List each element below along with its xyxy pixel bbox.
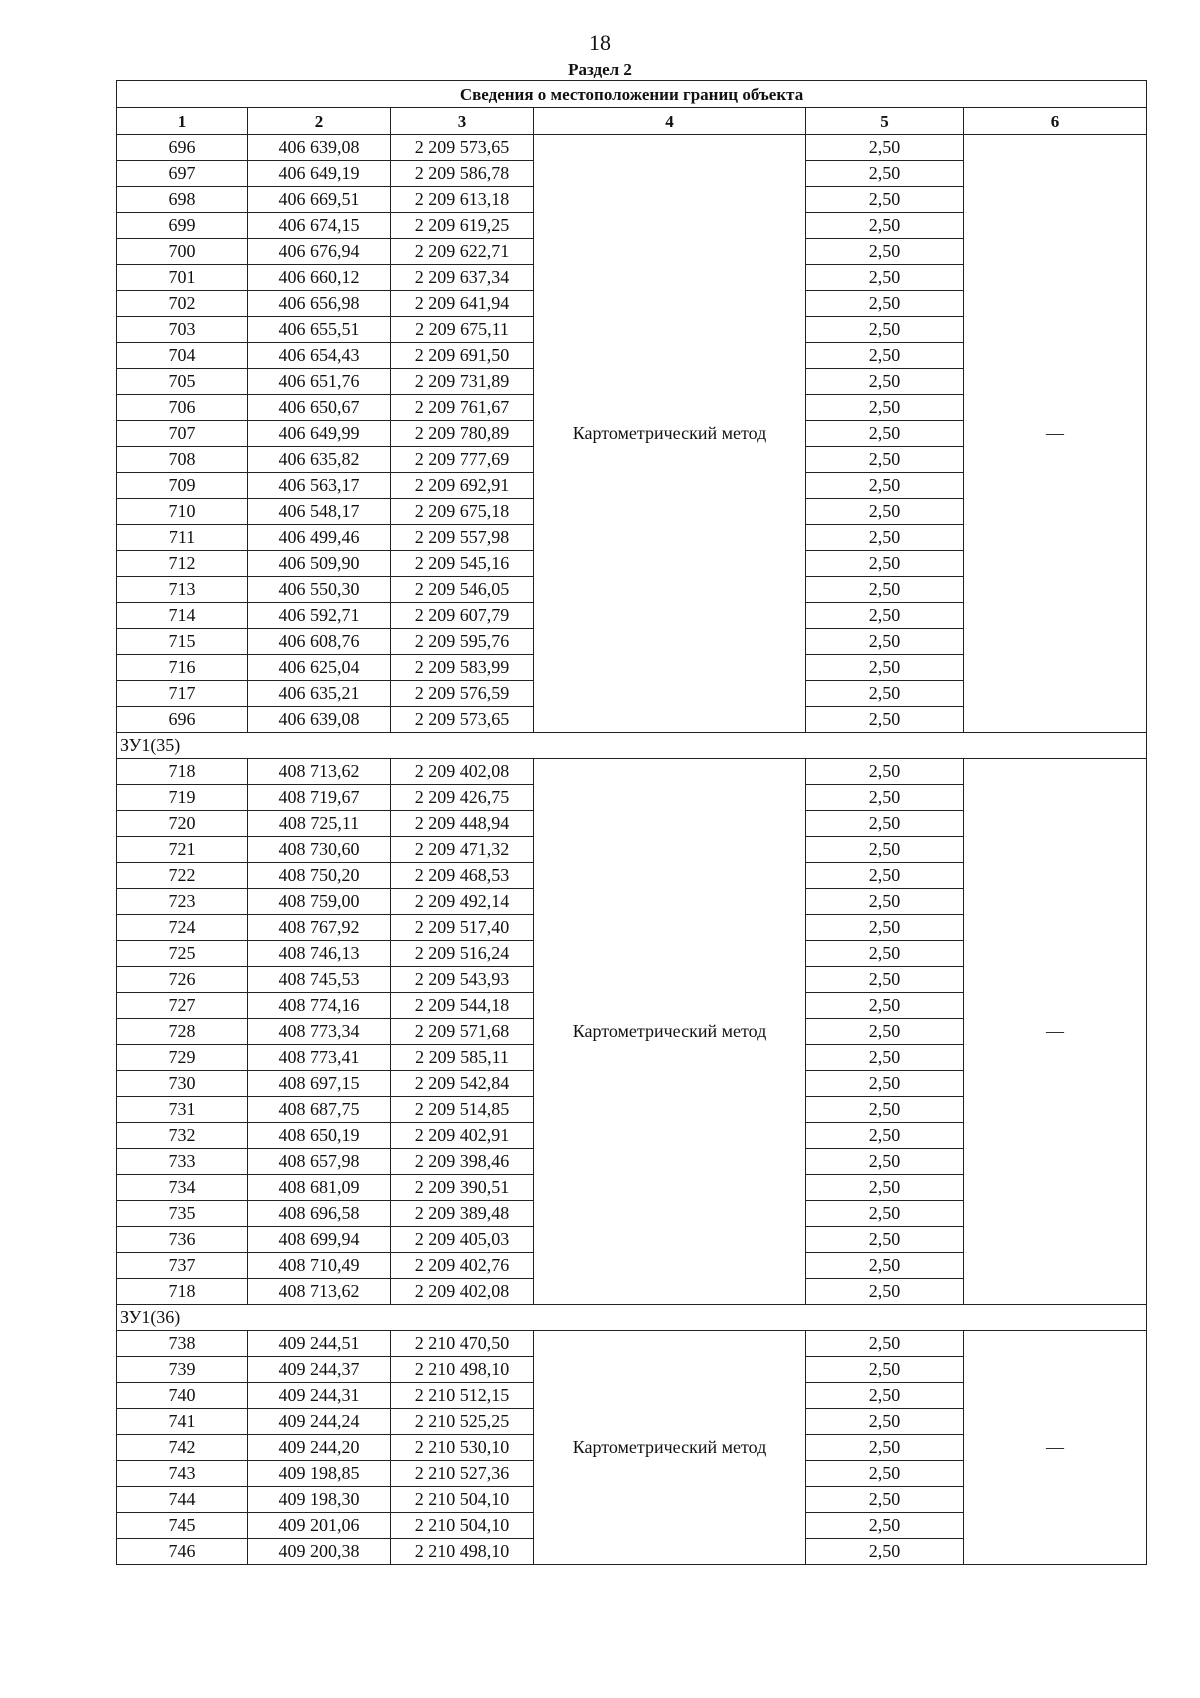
accuracy-value: 2,50: [806, 1045, 964, 1071]
coord-y: 2 209 573,65: [391, 135, 534, 161]
point-number: 727: [117, 993, 248, 1019]
coord-x: 408 697,15: [248, 1071, 391, 1097]
coord-x: 408 745,53: [248, 967, 391, 993]
coord-y: 2 210 504,10: [391, 1513, 534, 1539]
accuracy-value: 2,50: [806, 889, 964, 915]
coord-x: 408 713,62: [248, 1279, 391, 1305]
coord-y: 2 209 583,99: [391, 655, 534, 681]
point-number: 725: [117, 941, 248, 967]
coord-x: 406 592,71: [248, 603, 391, 629]
coord-x: 408 681,09: [248, 1175, 391, 1201]
point-number: 721: [117, 837, 248, 863]
point-number: 719: [117, 785, 248, 811]
plot-label-row: [117, 733, 1147, 759]
coord-x: 406 649,99: [248, 421, 391, 447]
coord-x: 408 759,00: [248, 889, 391, 915]
coord-y: 2 209 545,16: [391, 551, 534, 577]
accuracy-value: 2,50: [806, 499, 964, 525]
column-header: 4: [534, 108, 806, 135]
accuracy-value: 2,50: [806, 551, 964, 577]
coord-x: 408 746,13: [248, 941, 391, 967]
accuracy-value: 2,50: [806, 395, 964, 421]
accuracy-value: 2,50: [806, 993, 964, 1019]
coord-y: 2 209 398,46: [391, 1149, 534, 1175]
coord-y: 2 209 691,50: [391, 343, 534, 369]
point-number: 715: [117, 629, 248, 655]
method-cell: Картометрический метод: [534, 1331, 806, 1565]
coord-x: 408 773,34: [248, 1019, 391, 1045]
accuracy-value: 2,50: [806, 369, 964, 395]
point-number: 745: [117, 1513, 248, 1539]
coord-x: 409 244,37: [248, 1357, 391, 1383]
coord-x: 409 244,20: [248, 1435, 391, 1461]
coord-y: 2 209 402,91: [391, 1123, 534, 1149]
coord-y: 2 209 542,84: [391, 1071, 534, 1097]
accuracy-value: 2,50: [806, 1071, 964, 1097]
table-body: [117, 81, 1147, 1565]
coord-x: 408 773,41: [248, 1045, 391, 1071]
coord-y: 2 209 390,51: [391, 1175, 534, 1201]
coord-x: 408 710,49: [248, 1253, 391, 1279]
point-number: 723: [117, 889, 248, 915]
point-number: 712: [117, 551, 248, 577]
coord-y: 2 209 426,75: [391, 785, 534, 811]
accuracy-value: 2,50: [806, 681, 964, 707]
coord-x: 406 499,46: [248, 525, 391, 551]
table-row: [117, 1331, 1147, 1357]
coord-y: 2 210 527,36: [391, 1461, 534, 1487]
method-cell: Картометрический метод: [534, 759, 806, 1305]
coord-x: 406 509,90: [248, 551, 391, 577]
point-number: 697: [117, 161, 248, 187]
accuracy-value: 2,50: [806, 239, 964, 265]
table-row: [117, 135, 1147, 161]
column-header: 2: [248, 108, 391, 135]
coord-x: 406 660,12: [248, 265, 391, 291]
coord-x: 408 713,62: [248, 759, 391, 785]
coord-y: 2 210 470,50: [391, 1331, 534, 1357]
accuracy-value: 2,50: [806, 317, 964, 343]
accuracy-value: 2,50: [806, 1435, 964, 1461]
column-header: 1: [117, 108, 248, 135]
column-header: 3: [391, 108, 534, 135]
column-header: 6: [964, 108, 1147, 135]
coord-x: 409 201,06: [248, 1513, 391, 1539]
point-number: 740: [117, 1383, 248, 1409]
coord-x: 408 774,16: [248, 993, 391, 1019]
point-number: 700: [117, 239, 248, 265]
coord-y: 2 209 405,03: [391, 1227, 534, 1253]
accuracy-value: 2,50: [806, 629, 964, 655]
coord-y: 2 209 622,71: [391, 239, 534, 265]
accuracy-value: 2,50: [806, 187, 964, 213]
point-number: 714: [117, 603, 248, 629]
accuracy-value: 2,50: [806, 1279, 964, 1305]
accuracy-value: 2,50: [806, 785, 964, 811]
accuracy-value: 2,50: [806, 1175, 964, 1201]
accuracy-value: 2,50: [806, 759, 964, 785]
coord-x: 406 655,51: [248, 317, 391, 343]
coord-y: 2 209 585,11: [391, 1045, 534, 1071]
coord-y: 2 209 780,89: [391, 421, 534, 447]
coord-y: 2 209 492,14: [391, 889, 534, 915]
accuracy-value: 2,50: [806, 343, 964, 369]
coord-x: 406 608,76: [248, 629, 391, 655]
point-number: 736: [117, 1227, 248, 1253]
accuracy-value: 2,50: [806, 1123, 964, 1149]
coord-x: 406 639,08: [248, 135, 391, 161]
accuracy-value: 2,50: [806, 525, 964, 551]
extra-info-cell: —: [964, 1331, 1147, 1565]
section-title: Раздел 2: [568, 60, 632, 79]
coord-y: 2 209 586,78: [391, 161, 534, 187]
accuracy-value: 2,50: [806, 447, 964, 473]
plot-label-row: [117, 1305, 1147, 1331]
accuracy-value: 2,50: [806, 837, 964, 863]
point-number: 722: [117, 863, 248, 889]
coord-y: 2 209 731,89: [391, 369, 534, 395]
point-number: 742: [117, 1435, 248, 1461]
coord-y: 2 209 468,53: [391, 863, 534, 889]
coord-x: 406 639,08: [248, 707, 391, 733]
point-number: 735: [117, 1201, 248, 1227]
coord-x: 408 767,92: [248, 915, 391, 941]
accuracy-value: 2,50: [806, 811, 964, 837]
accuracy-value: 2,50: [806, 265, 964, 291]
accuracy-value: 2,50: [806, 1409, 964, 1435]
coord-x: 408 657,98: [248, 1149, 391, 1175]
accuracy-value: 2,50: [806, 1253, 964, 1279]
accuracy-value: 2,50: [806, 473, 964, 499]
accuracy-value: 2,50: [806, 915, 964, 941]
accuracy-value: 2,50: [806, 1149, 964, 1175]
point-number: 716: [117, 655, 248, 681]
coord-y: 2 210 498,10: [391, 1539, 534, 1565]
coord-x: 408 719,67: [248, 785, 391, 811]
point-number: 741: [117, 1409, 248, 1435]
point-number: 702: [117, 291, 248, 317]
point-number: 746: [117, 1539, 248, 1565]
method-cell: Картометрический метод: [534, 135, 806, 733]
accuracy-value: 2,50: [806, 1097, 964, 1123]
point-number: 730: [117, 1071, 248, 1097]
point-number: 707: [117, 421, 248, 447]
point-number: 703: [117, 317, 248, 343]
coord-x: 408 725,11: [248, 811, 391, 837]
accuracy-value: 2,50: [806, 863, 964, 889]
coord-x: 406 674,15: [248, 213, 391, 239]
column-header-row: [117, 108, 1147, 135]
coord-y: 2 209 777,69: [391, 447, 534, 473]
page-number: 18: [589, 30, 611, 55]
coord-x: 408 730,60: [248, 837, 391, 863]
accuracy-value: 2,50: [806, 291, 964, 317]
point-number: 726: [117, 967, 248, 993]
coord-y: 2 209 517,40: [391, 915, 534, 941]
coord-y: 2 209 761,67: [391, 395, 534, 421]
plot-label: ЗУ1(35): [117, 733, 1147, 759]
coord-x: 409 244,31: [248, 1383, 391, 1409]
coord-x: 406 676,94: [248, 239, 391, 265]
point-number: 705: [117, 369, 248, 395]
point-number: 704: [117, 343, 248, 369]
coord-y: 2 209 516,24: [391, 941, 534, 967]
point-number: 744: [117, 1487, 248, 1513]
column-header: 5: [806, 108, 964, 135]
point-number: 731: [117, 1097, 248, 1123]
coord-y: 2 209 607,79: [391, 603, 534, 629]
coord-x: 409 244,51: [248, 1331, 391, 1357]
accuracy-value: 2,50: [806, 161, 964, 187]
coord-x: 406 548,17: [248, 499, 391, 525]
coord-x: 406 656,98: [248, 291, 391, 317]
point-number: 710: [117, 499, 248, 525]
coord-y: 2 209 637,34: [391, 265, 534, 291]
table-title-row: [117, 81, 1147, 108]
coord-x: 406 550,30: [248, 577, 391, 603]
coord-y: 2 209 557,98: [391, 525, 534, 551]
point-number: 718: [117, 1279, 248, 1305]
coord-y: 2 209 402,08: [391, 1279, 534, 1305]
accuracy-value: 2,50: [806, 1331, 964, 1357]
extra-info-cell: —: [964, 759, 1147, 1305]
point-number: 732: [117, 1123, 248, 1149]
coord-y: 2 209 543,93: [391, 967, 534, 993]
coord-y: 2 210 530,10: [391, 1435, 534, 1461]
point-number: 738: [117, 1331, 248, 1357]
coord-y: 2 210 525,25: [391, 1409, 534, 1435]
point-number: 717: [117, 681, 248, 707]
coord-x: 406 669,51: [248, 187, 391, 213]
point-number: 739: [117, 1357, 248, 1383]
coord-x: 409 198,85: [248, 1461, 391, 1487]
coord-y: 2 209 595,76: [391, 629, 534, 655]
accuracy-value: 2,50: [806, 1383, 964, 1409]
accuracy-value: 2,50: [806, 941, 964, 967]
accuracy-value: 2,50: [806, 1227, 964, 1253]
coord-y: 2 209 448,94: [391, 811, 534, 837]
accuracy-value: 2,50: [806, 1357, 964, 1383]
point-number: 698: [117, 187, 248, 213]
point-number: 713: [117, 577, 248, 603]
coord-x: 408 687,75: [248, 1097, 391, 1123]
point-number: 711: [117, 525, 248, 551]
coord-x: 408 699,94: [248, 1227, 391, 1253]
coord-x: 406 625,04: [248, 655, 391, 681]
accuracy-value: 2,50: [806, 577, 964, 603]
accuracy-value: 2,50: [806, 1201, 964, 1227]
point-number: 737: [117, 1253, 248, 1279]
coord-x: 406 563,17: [248, 473, 391, 499]
coord-x: 406 651,76: [248, 369, 391, 395]
point-number: 708: [117, 447, 248, 473]
accuracy-value: 2,50: [806, 421, 964, 447]
coord-y: 2 209 544,18: [391, 993, 534, 1019]
accuracy-value: 2,50: [806, 1461, 964, 1487]
point-number: 720: [117, 811, 248, 837]
coord-x: 406 654,43: [248, 343, 391, 369]
point-number: 729: [117, 1045, 248, 1071]
coord-y: 2 209 619,25: [391, 213, 534, 239]
coord-y: 2 209 573,65: [391, 707, 534, 733]
accuracy-value: 2,50: [806, 1019, 964, 1045]
plot-label: ЗУ1(36): [117, 1305, 1147, 1331]
coord-y: 2 209 571,68: [391, 1019, 534, 1045]
coord-x: 408 750,20: [248, 863, 391, 889]
coord-x: 406 635,82: [248, 447, 391, 473]
accuracy-value: 2,50: [806, 655, 964, 681]
accuracy-value: 2,50: [806, 967, 964, 993]
coord-y: 2 209 546,05: [391, 577, 534, 603]
point-number: 718: [117, 759, 248, 785]
coord-y: 2 209 692,91: [391, 473, 534, 499]
accuracy-value: 2,50: [806, 135, 964, 161]
point-number: 706: [117, 395, 248, 421]
point-number: 734: [117, 1175, 248, 1201]
point-number: 701: [117, 265, 248, 291]
point-number: 696: [117, 135, 248, 161]
coord-y: 2 209 576,59: [391, 681, 534, 707]
coord-y: 2 209 675,11: [391, 317, 534, 343]
coord-y: 2 210 504,10: [391, 1487, 534, 1513]
accuracy-value: 2,50: [806, 1487, 964, 1513]
coord-y: 2 209 402,08: [391, 759, 534, 785]
accuracy-value: 2,50: [806, 603, 964, 629]
coord-x: 409 198,30: [248, 1487, 391, 1513]
accuracy-value: 2,50: [806, 1539, 964, 1565]
table-title: Сведения о местоположении границ объекта: [117, 81, 1147, 108]
coord-y: 2 209 675,18: [391, 499, 534, 525]
table-row: [117, 759, 1147, 785]
coord-y: 2 209 402,76: [391, 1253, 534, 1279]
accuracy-value: 2,50: [806, 1513, 964, 1539]
coord-x: 406 635,21: [248, 681, 391, 707]
coord-y: 2 209 514,85: [391, 1097, 534, 1123]
coord-x: 406 650,67: [248, 395, 391, 421]
coord-x: 409 244,24: [248, 1409, 391, 1435]
accuracy-value: 2,50: [806, 707, 964, 733]
point-number: 728: [117, 1019, 248, 1045]
coord-x: 406 649,19: [248, 161, 391, 187]
extra-info-cell: —: [964, 135, 1147, 733]
accuracy-value: 2,50: [806, 213, 964, 239]
point-number: 709: [117, 473, 248, 499]
coord-y: 2 210 498,10: [391, 1357, 534, 1383]
point-number: 699: [117, 213, 248, 239]
coord-x: 408 650,19: [248, 1123, 391, 1149]
coord-x: 408 696,58: [248, 1201, 391, 1227]
coord-y: 2 209 641,94: [391, 291, 534, 317]
coord-x: 409 200,38: [248, 1539, 391, 1565]
point-number: 724: [117, 915, 248, 941]
coord-y: 2 210 512,15: [391, 1383, 534, 1409]
point-number: 696: [117, 707, 248, 733]
point-number: 743: [117, 1461, 248, 1487]
boundary-coordinates-table: [116, 80, 1147, 1565]
point-number: 733: [117, 1149, 248, 1175]
coord-y: 2 209 613,18: [391, 187, 534, 213]
coord-y: 2 209 471,32: [391, 837, 534, 863]
coord-y: 2 209 389,48: [391, 1201, 534, 1227]
